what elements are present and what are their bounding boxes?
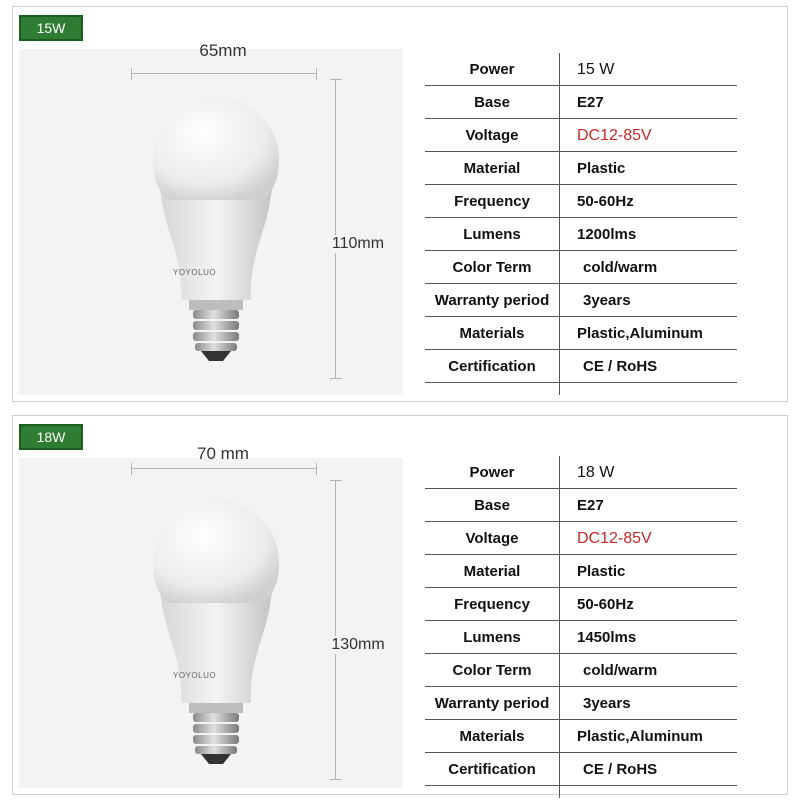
spec-key: Base [474, 497, 510, 514]
table-row [425, 588, 737, 621]
spec-value: Plastic,Aluminum [577, 325, 703, 342]
table-row [425, 555, 737, 588]
table-row [425, 621, 737, 654]
spec-value: E27 [577, 497, 604, 514]
spec-key: Voltage [465, 530, 519, 547]
spec-key: Warranty period [434, 695, 550, 712]
height-dimension-line [335, 79, 336, 379]
spec-value: Plastic [577, 563, 626, 580]
table-row [425, 284, 737, 317]
spec-value: CE / RoHS [583, 761, 658, 778]
spec-key: Lumens [463, 629, 521, 646]
spec-key: Color Term [452, 662, 532, 679]
width-label: 70 mm [197, 444, 249, 463]
spec-key: Material [463, 160, 521, 177]
brand-label: YOYOLUO [173, 268, 217, 277]
height-label: 110mm [313, 235, 403, 253]
spec-table [425, 456, 737, 798]
wattage-badge: 18W [19, 424, 83, 450]
table-row [425, 53, 737, 86]
spec-key: Materials [459, 325, 525, 342]
spec-value: 1450lms [577, 629, 637, 646]
spec-value: 18 W [577, 464, 615, 481]
table-row [425, 489, 737, 522]
spec-key: Color Term [452, 259, 532, 276]
spec-value: DC12-85V [577, 127, 652, 144]
spec-value: 50-60Hz [577, 596, 634, 613]
spec-value: E27 [577, 94, 604, 111]
table-row [425, 720, 737, 753]
spec-key: Frequency [454, 193, 530, 210]
table-row [425, 350, 737, 383]
bulb-illustration [141, 85, 291, 375]
spec-key: Material [463, 563, 521, 580]
table-row [425, 522, 737, 555]
spec-value: 50-60Hz [577, 193, 634, 210]
table-row [425, 456, 737, 489]
height-label: 130mm [313, 636, 403, 654]
width-dimension-line [131, 73, 317, 74]
spec-value: Plastic [577, 160, 626, 177]
height-dimension-line [335, 480, 336, 780]
width-dimension-line [131, 468, 317, 469]
spec-value: Plastic,Aluminum [577, 728, 703, 745]
spec-key: Power [469, 464, 515, 481]
table-row [425, 86, 737, 119]
spec-value: 15 W [577, 61, 615, 78]
spec-key: Voltage [465, 127, 519, 144]
brand-label: YOYOLUO [173, 671, 217, 680]
spec-key: Certification [448, 358, 536, 375]
spec-panel-15w [12, 6, 788, 402]
spec-key: Certification [448, 761, 536, 778]
spec-value: 3years [583, 695, 631, 712]
width-label: 65mm [199, 41, 247, 60]
spec-value: DC12-85V [577, 530, 652, 547]
bulb-illustration [141, 488, 291, 778]
spec-value: cold/warm [583, 662, 658, 679]
wattage-badge: 15W [19, 15, 83, 41]
spec-panel-18w [12, 415, 788, 795]
table-row [425, 152, 737, 185]
spec-value: 1200lms [577, 226, 637, 243]
table-row [425, 185, 737, 218]
table-row [425, 317, 737, 350]
table-row [425, 251, 737, 284]
spec-key: Materials [459, 728, 525, 745]
spec-key: Frequency [454, 596, 530, 613]
spec-key: Warranty period [434, 292, 550, 309]
spec-value: cold/warm [583, 259, 658, 276]
table-row [425, 753, 737, 786]
table-row [425, 654, 737, 687]
spec-key: Base [474, 94, 510, 111]
table-row [425, 218, 737, 251]
spec-key: Power [469, 61, 515, 78]
spec-value: CE / RoHS [583, 358, 658, 375]
spec-value: 3years [583, 292, 631, 309]
table-row [425, 687, 737, 720]
spec-table [425, 53, 737, 395]
table-row [425, 119, 737, 152]
spec-key: Lumens [463, 226, 521, 243]
